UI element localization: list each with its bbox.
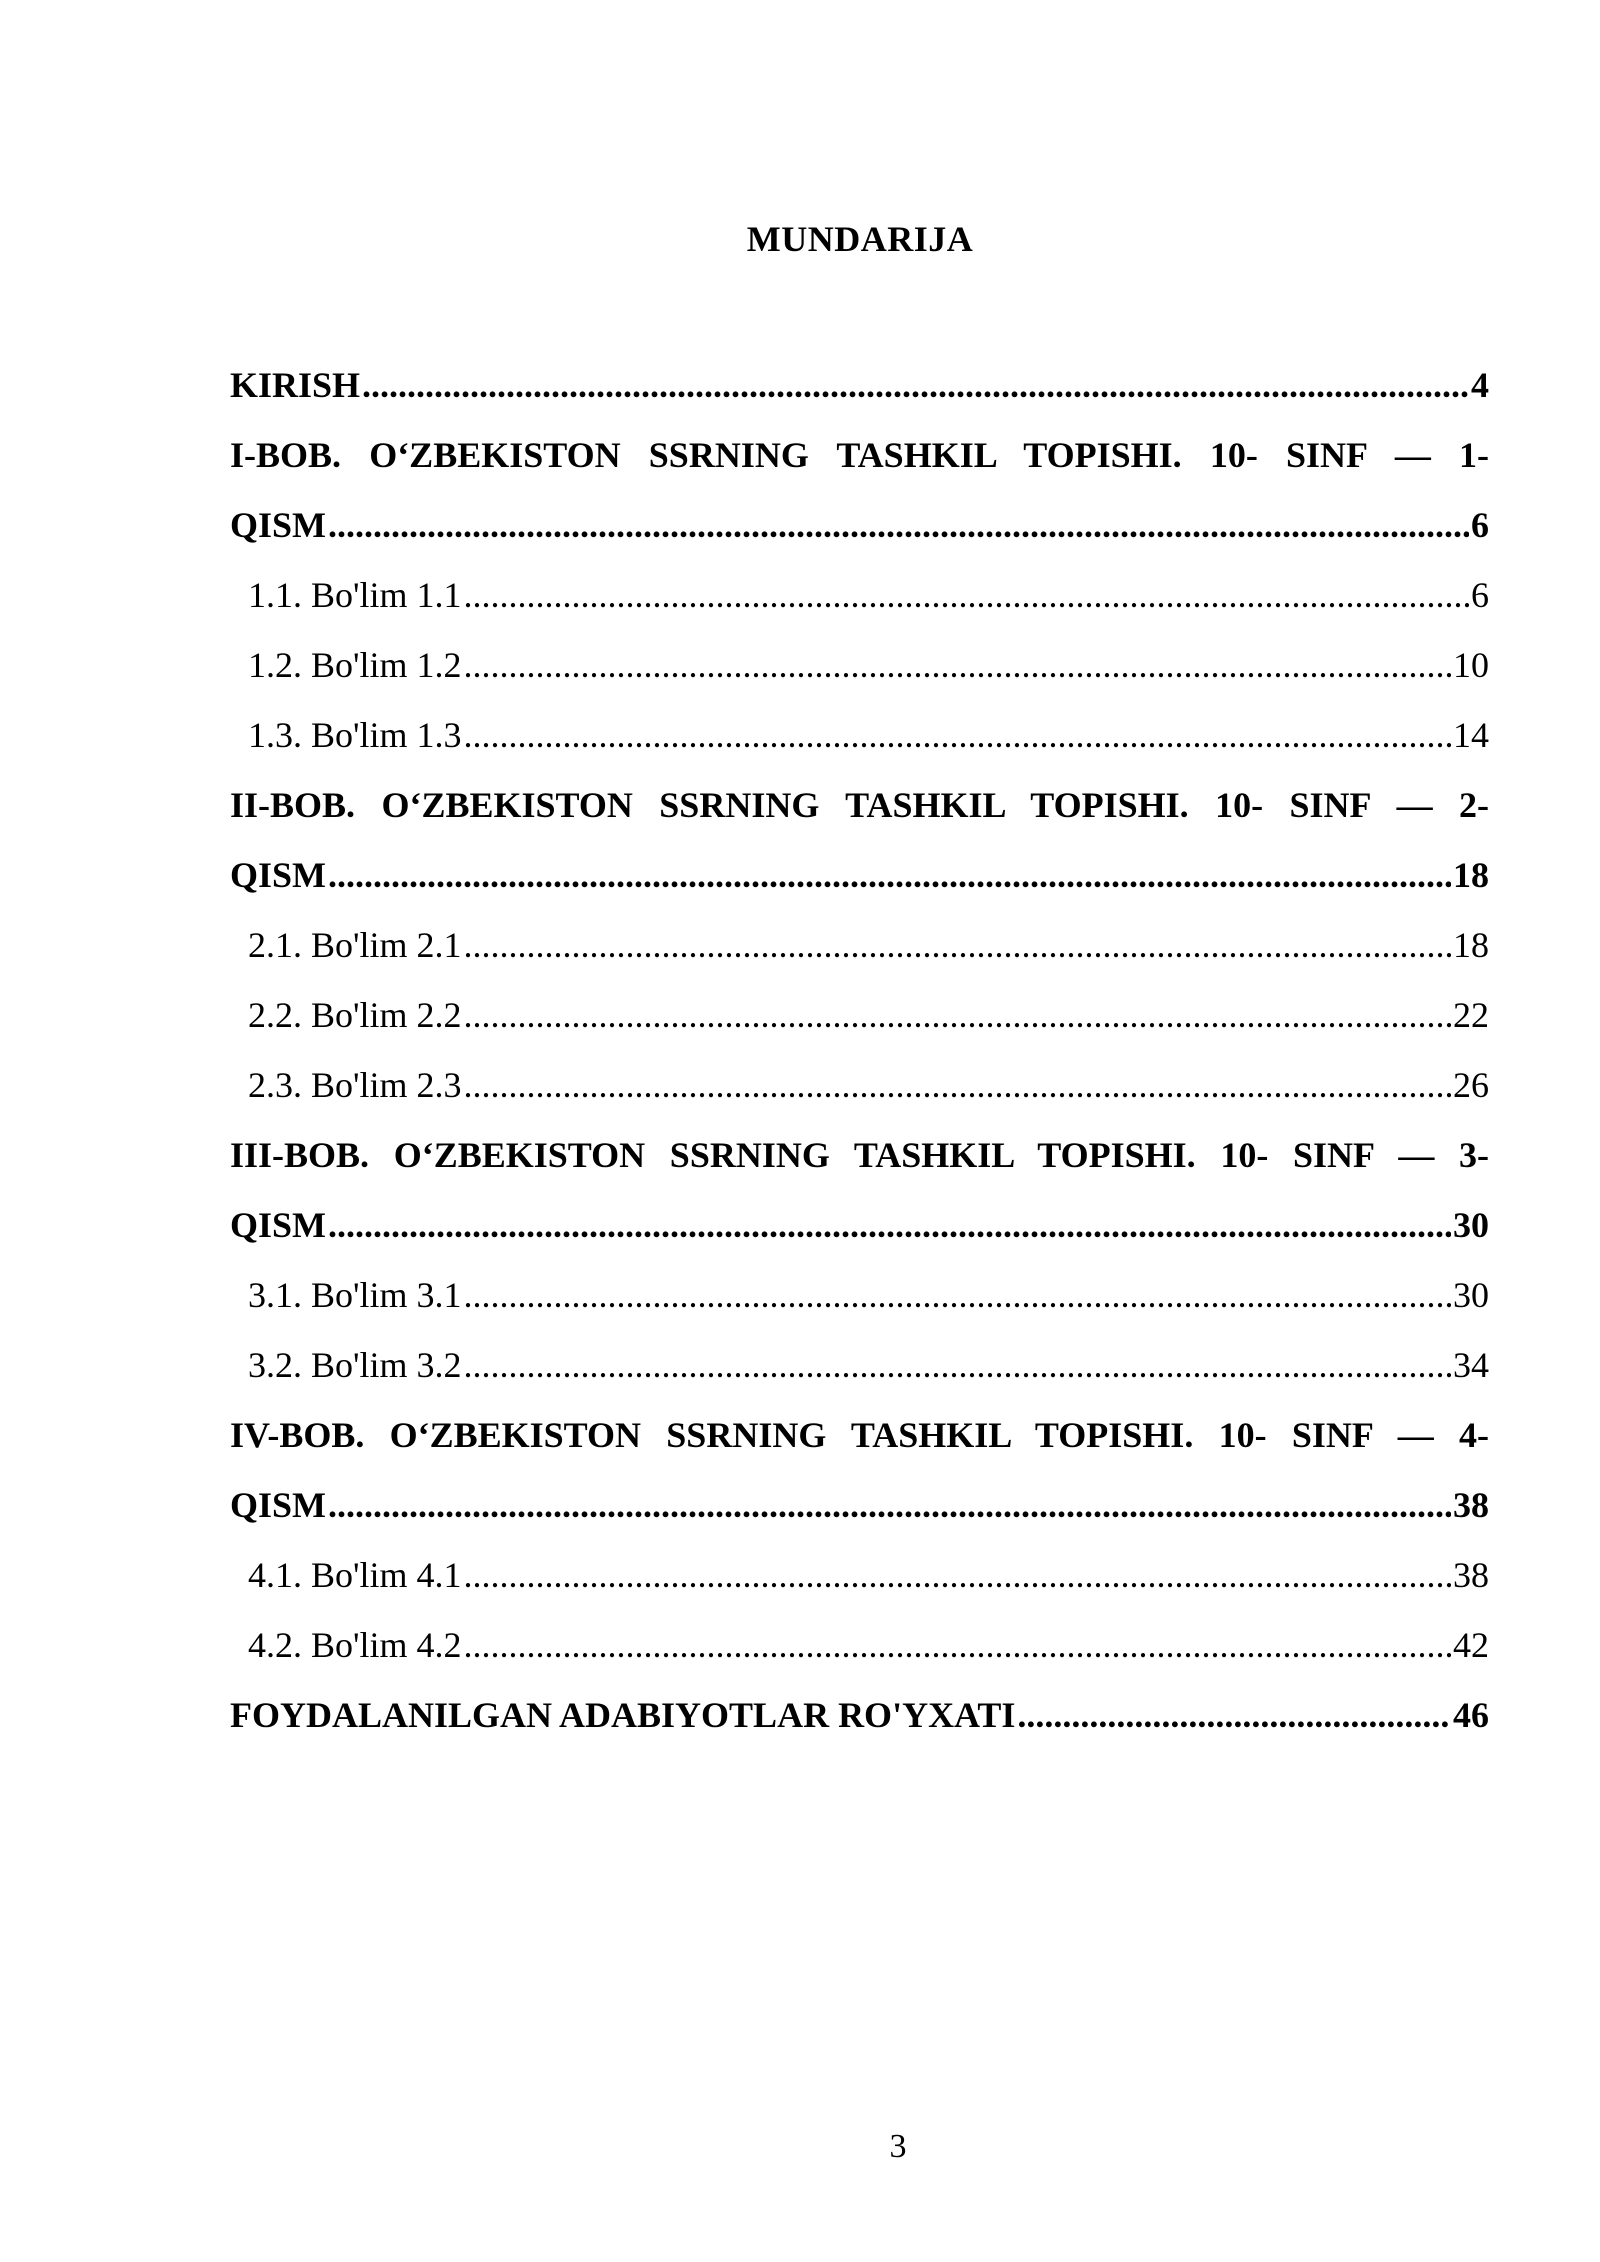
page-number: 3 (889, 2128, 907, 2165)
toc-entry-label: 1.2. Bo'lim 1.2 (248, 645, 462, 685)
toc-entry-page: 14 (1453, 715, 1489, 755)
toc-entry-section-3-1[interactable] (230, 1260, 1489, 1330)
toc-entry-section-4-2[interactable] (230, 1610, 1489, 1680)
toc-entry-label: 4.1. Bo'lim 4.1 (248, 1555, 462, 1595)
toc-entry-label: 2.2. Bo'lim 2.2 (248, 995, 462, 1035)
toc-entry-page: 22 (1453, 995, 1489, 1035)
toc-entry-label: 1.1. Bo'lim 1.1 (248, 575, 462, 615)
toc-entry-kirish[interactable] (230, 350, 1489, 420)
toc-entry-label-continued: QISM (230, 1205, 327, 1245)
toc-entry-section-1-2[interactable] (230, 630, 1489, 700)
dot-leader (464, 1260, 1451, 1330)
toc-entry-page: 38 (1453, 1555, 1489, 1595)
toc-entry-page: 10 (1453, 645, 1489, 685)
dot-leader (464, 980, 1451, 1050)
toc-entry-label-continued: QISM (230, 1485, 327, 1525)
toc-entry-section-4-1[interactable] (230, 1540, 1489, 1610)
toc-entry-label-continued: QISM (230, 855, 327, 895)
toc-entry-label: FOYDALANILGAN ADABIYOTLAR RO'YXATI (230, 1695, 1016, 1735)
dot-leader (464, 1330, 1451, 1400)
page-title: MUNDARIJA (746, 219, 974, 259)
toc-entry-label: IV-BOB. O‘ZBEKISTON SSRNING TASHKIL TOPISHI. 10- SINF — 4- (230, 1415, 1489, 1455)
toc-entry-page: 26 (1453, 1065, 1489, 1105)
toc-entry-page: 38 (1453, 1485, 1489, 1525)
toc-entry-label: 3.1. Bo'lim 3.1 (248, 1275, 462, 1315)
toc-entry-section-2-1[interactable] (230, 910, 1489, 980)
toc-entry-chapter-3[interactable] (230, 1120, 1489, 1260)
toc-entry-label-continued: QISM (230, 505, 327, 545)
toc-entry-label: I-BOB. O‘ZBEKISTON SSRNING TASHKIL TOPISHI. 10- SINF — 1- (230, 435, 1489, 475)
dot-leader (328, 1190, 1451, 1260)
toc-entry-page: 34 (1453, 1345, 1489, 1385)
toc-entry-page: 4 (1471, 365, 1489, 405)
toc-entry-label: II-BOB. O‘ZBEKISTON SSRNING TASHKIL TOPISHI. 10- SINF — 2- (230, 785, 1489, 825)
dot-leader (464, 700, 1451, 770)
toc-entry-section-1-3[interactable] (230, 700, 1489, 770)
toc-entry-section-2-2[interactable] (230, 980, 1489, 1050)
toc-entry-section-3-2[interactable] (230, 1330, 1489, 1400)
toc-entry-label: KIRISH (230, 365, 361, 405)
dot-leader (464, 910, 1451, 980)
toc-entry-label: 3.2. Bo'lim 3.2 (248, 1345, 462, 1385)
table-of-contents (230, 350, 1489, 1750)
toc-entry-chapter-2[interactable] (230, 770, 1489, 910)
toc-entry-adabiyotlar[interactable] (230, 1680, 1489, 1750)
toc-entry-page: 6 (1471, 575, 1489, 615)
toc-entry-page: 18 (1453, 925, 1489, 965)
toc-entry-page: 6 (1471, 505, 1489, 545)
dot-leader (362, 350, 1469, 420)
dot-leader (328, 1470, 1451, 1540)
toc-entry-label: 2.3. Bo'lim 2.3 (248, 1065, 462, 1105)
toc-entry-label: 4.2. Bo'lim 4.2 (248, 1625, 462, 1665)
toc-entry-section-1-1[interactable] (230, 560, 1489, 630)
toc-entry-section-2-3[interactable] (230, 1050, 1489, 1120)
toc-entry-chapter-4[interactable] (230, 1400, 1489, 1540)
toc-entry-label: III-BOB. O‘ZBEKISTON SSRNING TASHKIL TOPISHI. 10- SINF — 3- (230, 1135, 1489, 1175)
toc-entry-label: 1.3. Bo'lim 1.3 (248, 715, 462, 755)
toc-entry-page: 46 (1453, 1695, 1489, 1735)
dot-leader (464, 1610, 1451, 1680)
toc-entry-page: 30 (1453, 1205, 1489, 1245)
dot-leader (464, 560, 1469, 630)
dot-leader (464, 1540, 1451, 1610)
dot-leader (328, 840, 1451, 910)
dot-leader (464, 1050, 1451, 1120)
dot-leader (328, 490, 1469, 560)
toc-entry-label: 2.1. Bo'lim 2.1 (248, 925, 462, 965)
dot-leader (464, 630, 1451, 700)
toc-entry-page: 30 (1453, 1275, 1489, 1315)
toc-entry-page: 42 (1453, 1625, 1489, 1665)
dot-leader (1017, 1680, 1451, 1750)
toc-entry-page: 18 (1453, 855, 1489, 895)
toc-entry-chapter-1[interactable] (230, 420, 1489, 560)
